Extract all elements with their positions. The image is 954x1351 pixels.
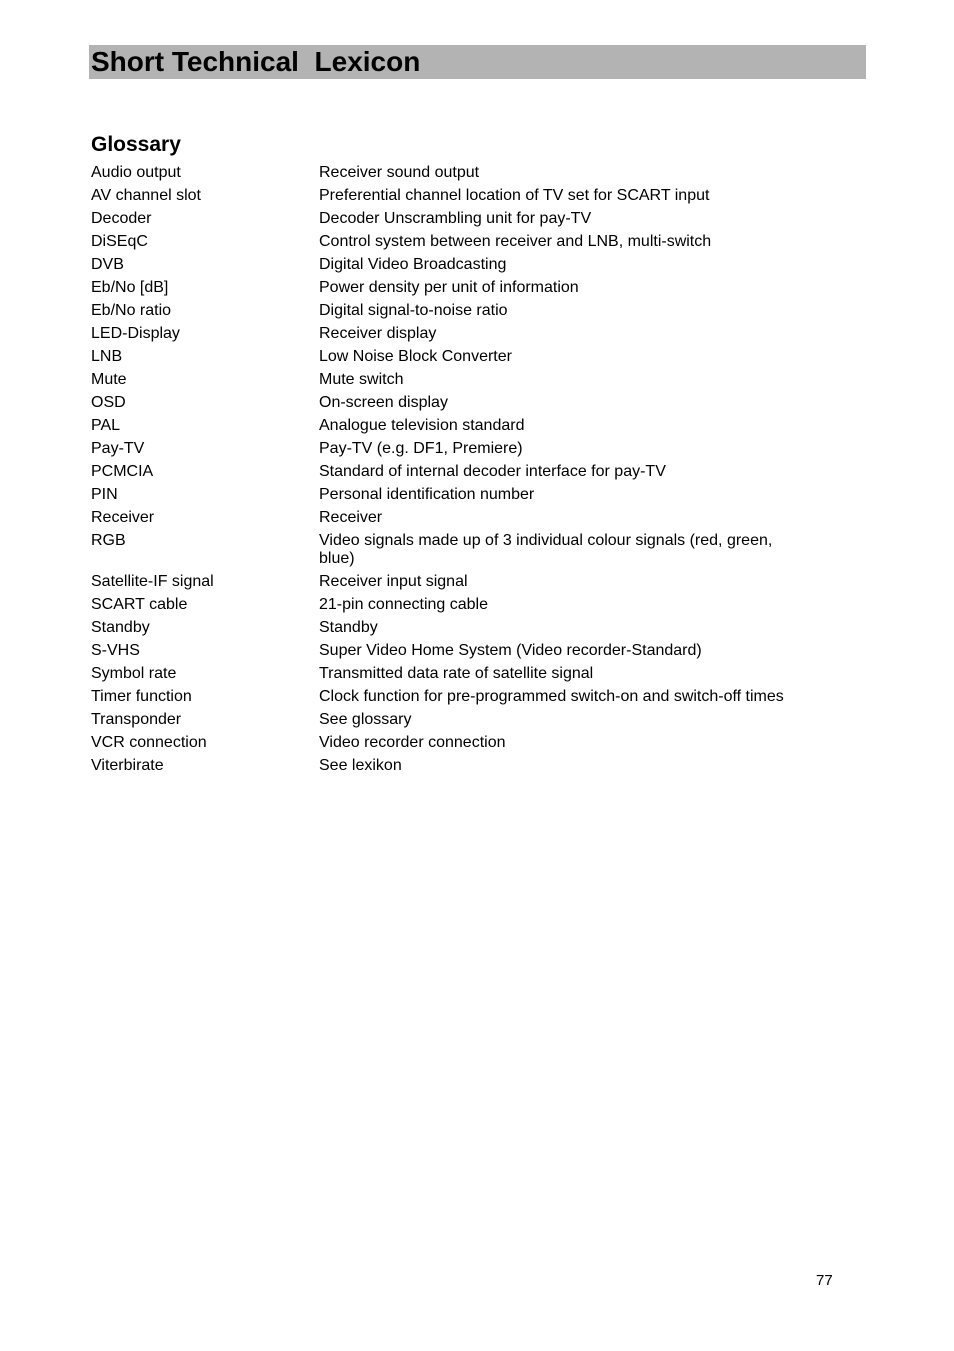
glossary-definition: Low Noise Block Converter [319,347,512,365]
glossary-row [91,276,811,299]
glossary-row [91,437,811,460]
glossary-term: VCR connection [91,733,207,751]
glossary-definition: Analogue television standard [319,416,525,434]
glossary-list [91,161,811,777]
glossary-term: Audio output [91,163,181,181]
glossary-definition: Receiver display [319,324,437,342]
glossary-definition: On-screen display [319,393,448,411]
glossary-row [91,460,811,483]
glossary-definition: Video recorder connection [319,733,506,751]
glossary-term: Receiver [91,508,155,526]
glossary-row [91,685,811,708]
glossary-definition: Power density per unit of information [319,278,579,296]
glossary-row [91,368,811,391]
glossary-row [91,754,811,777]
glossary-row [91,708,811,731]
glossary-definition: Personal identification number [319,485,535,503]
glossary-term: Standby [91,618,150,636]
glossary-definition: See lexikon [319,756,402,774]
glossary-row [91,593,811,616]
glossary-row [91,529,811,570]
glossary-term: DiSEqC [91,232,148,250]
glossary-term: SCART cable [91,595,188,613]
glossary-row [91,483,811,506]
glossary-term: DVB [91,255,124,273]
page-number: 77 [816,1272,833,1289]
glossary-definition: Clock function for pre-programmed switch-on and switch-off times [319,687,784,705]
glossary-row [91,230,811,253]
glossary-row [91,662,811,685]
glossary-row [91,253,811,276]
glossary-row [91,184,811,207]
glossary-definition: Mute switch [319,370,404,388]
glossary-term: Eb/No [dB] [91,278,169,296]
glossary-definition: Transmitted data rate of satellite signal [319,664,594,682]
glossary-term: Eb/No ratio [91,301,172,319]
title-bar [89,45,866,79]
glossary-row [91,322,811,345]
glossary-row [91,414,811,437]
glossary-term: Decoder [91,209,152,227]
section-heading: Glossary [91,133,181,156]
glossary-row [91,207,811,230]
glossary-term: S-VHS [91,641,140,659]
glossary-definition: See glossary [319,710,412,728]
glossary-term: Timer function [91,687,192,705]
glossary-definition: Standard of internal decoder interface for pay-TV [319,462,666,480]
glossary-term: Viterbirate [91,756,164,774]
glossary-definition: Pay-TV (e.g. DF1, Premiere) [319,439,523,457]
glossary-definition: Digital Video Broadcasting [319,255,507,273]
glossary-term: Symbol rate [91,664,177,682]
glossary-term: RGB [91,531,126,549]
glossary-term: Satellite-IF signal [91,572,214,590]
glossary-row [91,299,811,322]
glossary-definition: Control system between receiver and LNB, multi-switch [319,232,712,250]
glossary-term: LED-Display [91,324,180,342]
page-title: Short Technical Lexicon [91,46,421,77]
glossary-term: Transponder [91,710,182,728]
glossary-term: AV channel slot [91,186,201,204]
glossary-definition: 21-pin connecting cable [319,595,489,613]
glossary-term: PIN [91,485,118,503]
glossary-definition: Receiver sound output [319,163,480,181]
glossary-term: PAL [91,416,121,434]
glossary-row [91,616,811,639]
glossary-definition: Digital signal-to-noise ratio [319,301,508,319]
glossary-definition: Super Video Home System (Video recorder-Standard) [319,641,702,659]
glossary-term: LNB [91,347,123,365]
glossary-definition: Video signals made up of 3 individual colour signals (red, green, blue) [319,531,773,567]
glossary-definition: Receiver [319,508,383,526]
glossary-definition: Receiver input signal [319,572,468,590]
glossary-term: Pay-TV [91,439,145,457]
glossary-row [91,731,811,754]
glossary-row [91,161,811,184]
glossary-row [91,570,811,593]
glossary-row [91,639,811,662]
glossary-row [91,506,811,529]
glossary-row [91,345,811,368]
glossary-term: PCMCIA [91,462,154,480]
glossary-definition: Decoder Unscrambling unit for pay-TV [319,209,592,227]
glossary-term: OSD [91,393,126,411]
glossary-definition: Preferential channel location of TV set for SCART input [319,186,710,204]
glossary-definition: Standby [319,618,378,636]
glossary-term: Mute [91,370,127,388]
glossary-row [91,391,811,414]
